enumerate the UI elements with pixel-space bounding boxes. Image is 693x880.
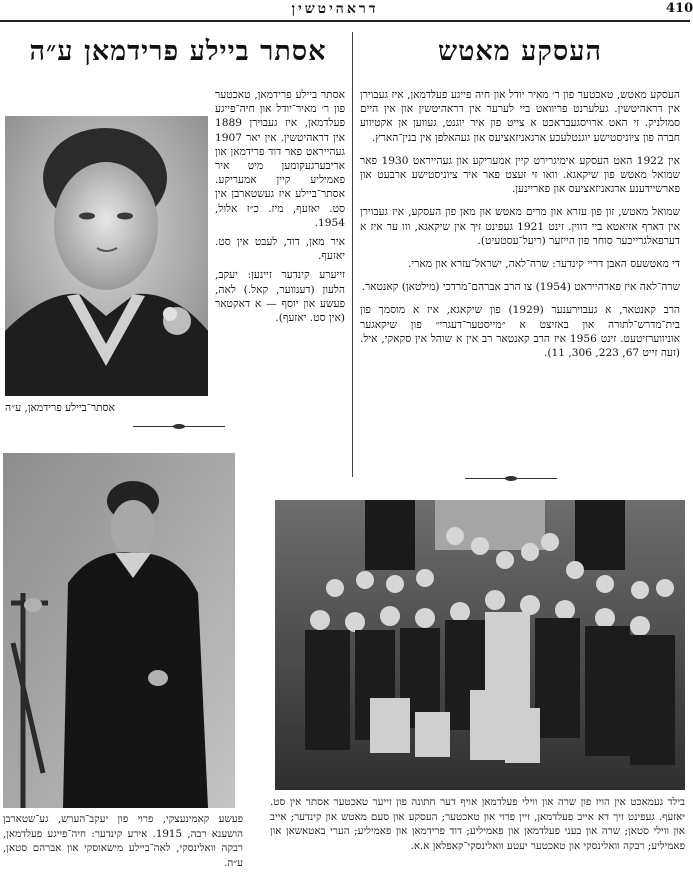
article-esther-friedman	[215, 88, 345, 330]
article-paragraph: העסקע מאטש, טאכטער פון ר׳ מאיר יודל און חיה פייגע פעלדמאן, איז געבוירן אין דראהיטשין. געלערנט פריוואט ביי לערער אין דראהיטשין און אין היים סמולניק. זי האט ארויסגעבראכט א צייט פון איר יוגנט, געווען אן אקטיווע חברה פון ציוניסטישע יוגנטלעכע ארגאניזאציעס און געהאלפן אין בנין־הארץ.	[360, 89, 680, 144]
article-paragraph: הרב קאנטאר, א געבוירענער (1929) פון שיקאגא, איז א מוסמך פון בית־מדרש־לתורה און באזיצט א ״מייסטער־דעגרי״ פון שיקאגער אוניווערזיטעט. זינט 1956 איז הרב קאנטאר רב אין א שוהל אין סקאקי, איל. (זעה זייט 67, 223, 306, 11).	[360, 304, 680, 360]
section-separator	[133, 426, 225, 427]
portrait-caption: אסתר־ביילע פרידמאן, ע״ה	[5, 402, 115, 414]
page-number: 410	[666, 1, 693, 16]
section-separator	[465, 478, 557, 479]
photo-pesha-kaminetzky	[3, 453, 235, 808]
page-header	[0, 0, 693, 22]
article-paragraph: אין 1922 האט העסקע אימיגרירט קיין אמעריקע און געהייראט 1930 פאר שמואל מאטש פון שיקאגא. וואו זי זעצט פאר איר ציוניסטישע ארבעט און פארשיידענע ארגאניזאציעס און פאריינען.	[360, 154, 680, 196]
running-title: דראהיטשין	[291, 1, 379, 17]
section-heading-hesske-match: העסקע מאטש	[437, 36, 603, 67]
column-divider	[352, 32, 353, 477]
article-paragraph: שמואל מאטש, זון פון עזרא און מרים מאטש און מאן פון העסקע, איז געבוירן אין דארף אזיאטא ביי דווין. זינט 1921 געפינט זיך אין שיקאגא, ווו ער איז א דערפאלגרייכער סוחר פון הייזער (ריעל־עסטעיט).	[360, 206, 680, 247]
photo-caption-pesha: פעשע קאמינעצקי, פרוי פון יעקב־הערש, גע־שטארבן הושענא רבה, 1915. אירע קינדער: חיה־פייגע פעלדמאן, רבקה וואלינסקי, לאה־ביילע מישאוסקי און אברהם סטאן, ע״ה.	[3, 813, 243, 869]
portrait-photo-esther-friedman	[5, 116, 208, 396]
section-heading-esther-friedman: אסתר ביילע פרידמאן ע״ה	[29, 36, 327, 67]
article-paragraph: די מאטשעס האבן דריי קינדער: שרה־לאה, ישראל־עזרא און מארי.	[408, 258, 680, 271]
group-photo-caption: בילד געמאכט אין הויז פון שרה און ווילי פעלדמאן אויף דער חתונה פון זייער טאכטער אסתר אין סט. יאזעף. געפינט זיך דא אייב פעלדמאן, זיין פרוי און טאכטער; העסקע און סעם מאטש און קינדער; אייב און ווילי סטאן; שרה און בעני פעלדמאן און פאמיליע; דוד פרידמאן און פאמיליע; הערי באטאשאן און פאמיליע; רבקה וואלינסקי און טאכטער יעטע וואלינסקי־קאפלאן א.א.	[270, 796, 685, 852]
article-paragraph: זייערע קינדער זיינען: יעקב, הלעון (דענווער, קאל.) לאה, פעשע און יוסף — א דאקטאר (אין סט. יאזעף).	[215, 269, 345, 325]
group-wedding-photo	[275, 500, 685, 790]
article-paragraph: אסתר ביילע פרידמאן, טאכטער פון ר׳ מאיר־יודל און חיה־פייגע פעלדמאן, איז געבוירן 1889 אין דראהיטשין. אין יאר 1907 געהייראט פאר דוד פרידמאן און אריבערגעקומען מיט איר פאמיליע קיין אמעריקע. אסתר־ביילע איז געשטארבן אין סט. יאזעף, מיז. כ״ז אלול, 1954.	[215, 89, 345, 229]
article-hesske-match	[360, 88, 680, 369]
article-paragraph: איר מאן, דוד, לעבט אין סט. יאזעף.	[215, 236, 345, 263]
article-paragraph: שרה־לאה איז פארהייראט (1954) צו הרב אברהם־מרדכי (מילטאן) קאנטאר.	[361, 281, 680, 294]
